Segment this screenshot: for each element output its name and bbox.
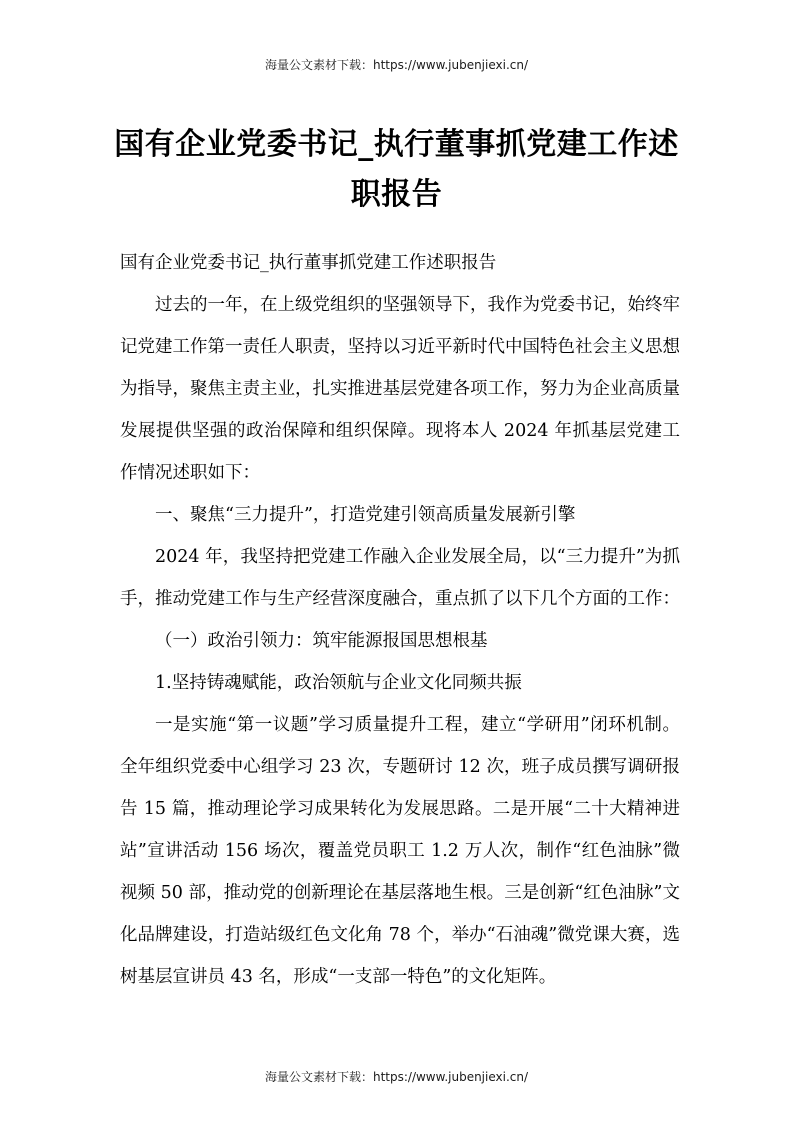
document-subtitle: 国有企业党委书记_执行董事抓党建工作述职报告: [120, 253, 497, 273]
paragraph-intro: 过去的一年，在上级党组织的坚强领导下，我作为党委书记，始终牢记党建工作第一责任人职责，坚持以习近平新时代中国特色社会主义思想为指导，聚焦主责主业，扎实推进基层党建各项工作，努力为企业高质量发展提供坚强的政治保障和组织保障。现将本人 2024 年抓基层党建工作情况述职如下：: [120, 295, 680, 483]
subsection-heading-1: （一）政治引领力：筑牢能源报国思想根基: [155, 631, 488, 651]
item-heading-1: 1.坚持铸魂赋能，政治领航与企业文化同频共振: [155, 673, 522, 693]
document-title-line-2: 职报告: [350, 177, 443, 212]
paragraph-item-1-details: 一是实施“第一议题”学习质量提升工程，建立“学研用”闭环机制。全年组织党委中心组学习 23 次，专题研讨 12 次，班子成员撰写调研报告 15 篇，推动理论学习成果转化为发展思路。二是开展“二十大精神进站”宣讲活动 156 场次，覆盖党员职工 1.2 万人次，制作“红色油脉”微视频 50 部，推动党的创新理论在基层落地生根。三是创新“红色油脉”文化品牌建设，打造站级红色文化角 78 个，举办“石油魂”微党课大赛，选树基层宣讲员 43 名，形成“一支部一特色”的文化矩阵。: [120, 715, 680, 987]
document-title-line-1: 国有企业党委书记_执行董事抓党建工作述: [114, 127, 679, 162]
document-body: [120, 242, 680, 998]
page-header: 海量公文素材下载：https://www.jubenjiexi.cn/: [264, 58, 529, 72]
paragraph-section-1-intro: 2024 年，我坚持把党建工作融入企业发展全局，以“三力提升”为抓手，推动党建工作与生产经营深度融合，重点抓了以下几个方面的工作：: [120, 547, 680, 609]
section-heading-1: 一、聚焦“三力提升”，打造党建引领高质量发展新引擎: [155, 505, 576, 525]
document-title: [110, 120, 683, 220]
page-footer: 海量公文素材下载：https://www.jubenjiexi.cn/: [264, 1070, 529, 1084]
